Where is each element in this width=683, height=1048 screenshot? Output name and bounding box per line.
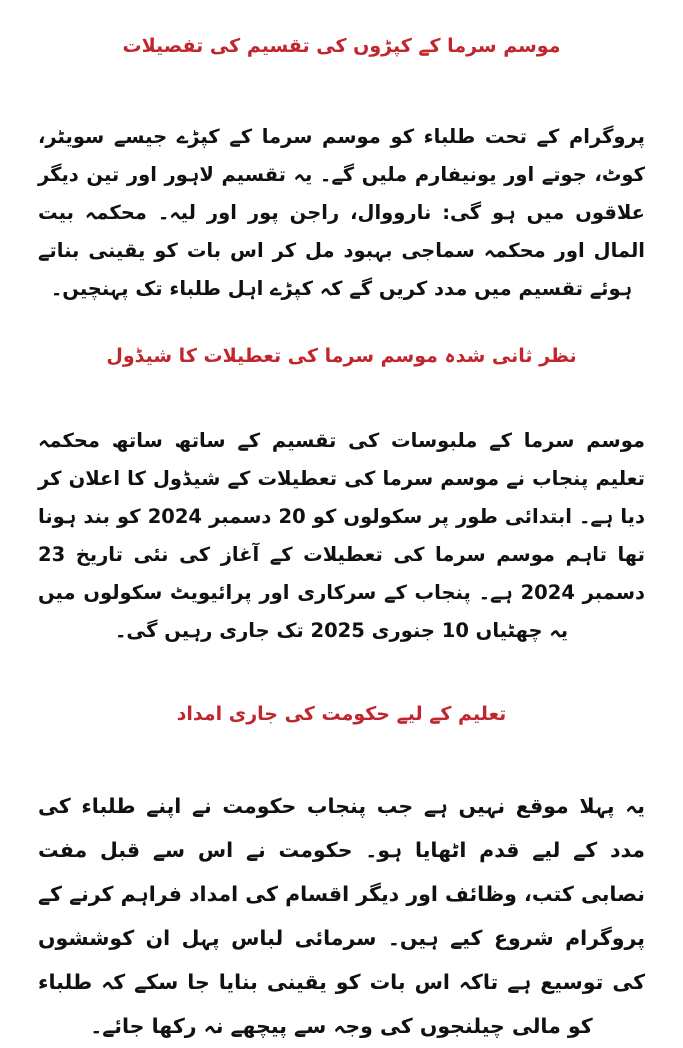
section-heading-winter-clothes-distribution: موسم سرما کے کپڑوں کی تقسیم کی تفصیلات bbox=[122, 35, 561, 57]
section-heading-government-education-aid: تعلیم کے لیے حکومت کی جاری امداد bbox=[176, 703, 507, 725]
section-paragraph-winter-clothes-distribution: پروگرام کے تحت طلباء کو موسم سرما کے کپڑے جیسے سویٹر، کوٹ، جوتے اور یونیفارم ملیں گے۔ یہ تقسیم لاہور اور تین دیگر علاقوں میں ہو گی: نارووال، راجن پور اور لیہ۔ محکمہ بیت المال اور محکمہ سماجی بہبود مل کر اس بات کو یقینی بناتے ہوئے تقسیم میں مدد کریں گے کہ کپڑے اہل طلباء تک پہنچیں۔ bbox=[38, 125, 645, 300]
section-paragraph-government-education-aid: یہ پہلا موقع نہیں ہے جب پنجاب حکومت نے اپنے طلباء کی مدد کے لیے قدم اٹھایا ہو۔ حکومت نے اس سے قبل مفت نصابی کتب، وظائف اور دیگر اقسام کی امداد فراہم کرنے کے پروگرام شروع کیے ہیں۔ سرمائی لباس پہل ان کوششوں کی توسیع ہے تاکہ اس بات کو یقینی بنایا جا سکے کہ طلباء کو مالی چیلنجوں کی وجہ سے پیچھے نہ رکھا جائے۔ bbox=[38, 794, 645, 1038]
section-paragraph-revised-winter-vacation-schedule: موسم سرما کے ملبوسات کی تقسیم کے ساتھ ساتھ محکمہ تعلیم پنجاب نے موسم سرما کی تعطیلات کے شیڈول کا اعلان کر دیا ہے۔ ابتدائی طور پر سکولوں کو 20 دسمبر 2024 کو بند ہونا تھا تاہم موسم سرما کی تعطیلات کے آغاز کی نئی تاریخ 23 دسمبر 2024 ہے۔ پنجاب کے سرکاری اور پرائیویٹ سکولوں میں یہ چھٹیاں 10 جنوری 2025 تک جاری رہیں گی۔ bbox=[38, 429, 645, 642]
section-heading-revised-winter-vacation-schedule: نظر ثانی شدہ موسم سرما کی تعطیلات کا شیڈول bbox=[106, 345, 577, 367]
